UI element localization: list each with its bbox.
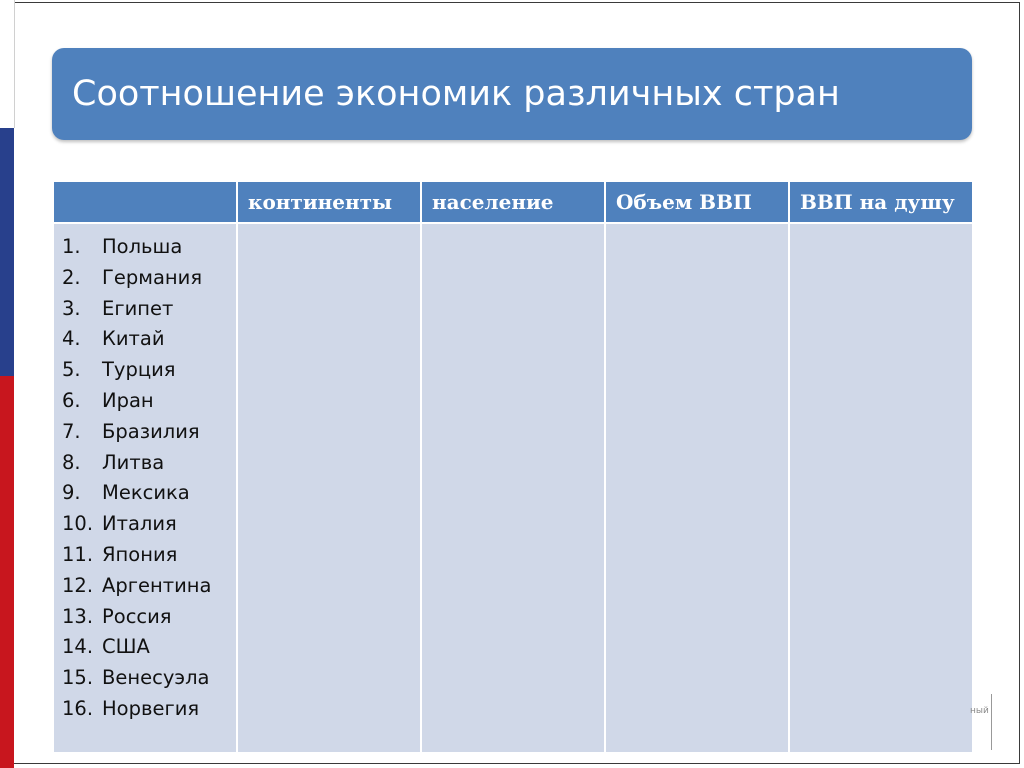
footer-fragment: ный [970, 706, 989, 716]
list-item [62, 478, 236, 509]
title-banner [52, 48, 972, 140]
comparison-table [52, 180, 974, 754]
list-item-number: 12. [62, 573, 94, 597]
population-cell [421, 223, 605, 753]
list-item-country: Литва [102, 450, 165, 474]
list-item-country: США [102, 635, 150, 659]
list-item-number: 1. [62, 235, 81, 258]
list-item [62, 509, 236, 540]
list-item [62, 324, 236, 355]
list-item-number: 16. [62, 696, 94, 720]
list-item [62, 263, 236, 294]
country-list [54, 224, 236, 725]
header-population: население [421, 181, 605, 223]
list-item-country: Италия [102, 512, 177, 536]
list-item-country: Польша [102, 235, 183, 258]
list-item-number: 13. [62, 604, 94, 628]
corner-divider [991, 694, 992, 750]
gdp-per-capita-cell [789, 223, 973, 753]
flag-stripe-red [0, 376, 14, 768]
list-item-country: Мексика [102, 481, 190, 505]
list-item-country: Россия [102, 604, 172, 628]
list-item [62, 417, 236, 448]
list-item-number: 3. [62, 296, 81, 320]
list-item [62, 540, 236, 571]
continents-cell [237, 223, 421, 753]
list-item-country: Норвегия [102, 696, 200, 720]
list-item-country: Китай [102, 327, 165, 351]
list-item-number: 5. [62, 358, 81, 382]
list-item [62, 232, 236, 263]
flag-stripe-white [0, 0, 15, 128]
list-item-number: 11. [62, 542, 94, 566]
gdp-volume-cell [605, 223, 789, 753]
header-continents: континенты [237, 181, 421, 223]
list-item-country: Венесуэла [102, 666, 210, 690]
header-gdp-per-capita: ВВП на душу [789, 181, 973, 223]
list-item-number: 2. [62, 265, 81, 289]
list-item-country: Бразилия [102, 419, 200, 443]
list-item-number: 4. [62, 327, 81, 351]
list-item-number: 9. [62, 481, 81, 505]
list-item [62, 632, 236, 663]
list-item-number: 6. [62, 388, 81, 412]
list-item-country: Япония [102, 542, 178, 566]
list-item [62, 694, 236, 725]
slide-title: Соотношение экономик различных стран [72, 74, 840, 114]
list-item-number: 15. [62, 666, 94, 690]
list-item-number: 8. [62, 450, 81, 474]
flag-stripe-blue [0, 128, 14, 376]
list-item-number: 10. [62, 512, 94, 536]
list-item [62, 602, 236, 633]
list-item [62, 448, 236, 479]
list-item-country: Египет [102, 296, 174, 320]
header-cell-blank [53, 181, 237, 223]
list-item [62, 355, 236, 386]
list-item [62, 386, 236, 417]
list-item-number: 14. [62, 635, 94, 659]
list-item-country: Аргентина [102, 573, 212, 597]
list-item-country: Турция [102, 358, 176, 382]
list-item-country: Германия [102, 265, 203, 289]
list-item-number: 7. [62, 419, 81, 443]
list-item-country: Иран [102, 388, 154, 412]
list-item [62, 571, 236, 602]
list-item [62, 294, 236, 325]
table-row [53, 223, 973, 753]
table-header-row [53, 181, 973, 223]
list-item [62, 663, 236, 694]
header-gdp-volume: Объем ВВП [605, 181, 789, 223]
countries-cell [53, 223, 237, 753]
